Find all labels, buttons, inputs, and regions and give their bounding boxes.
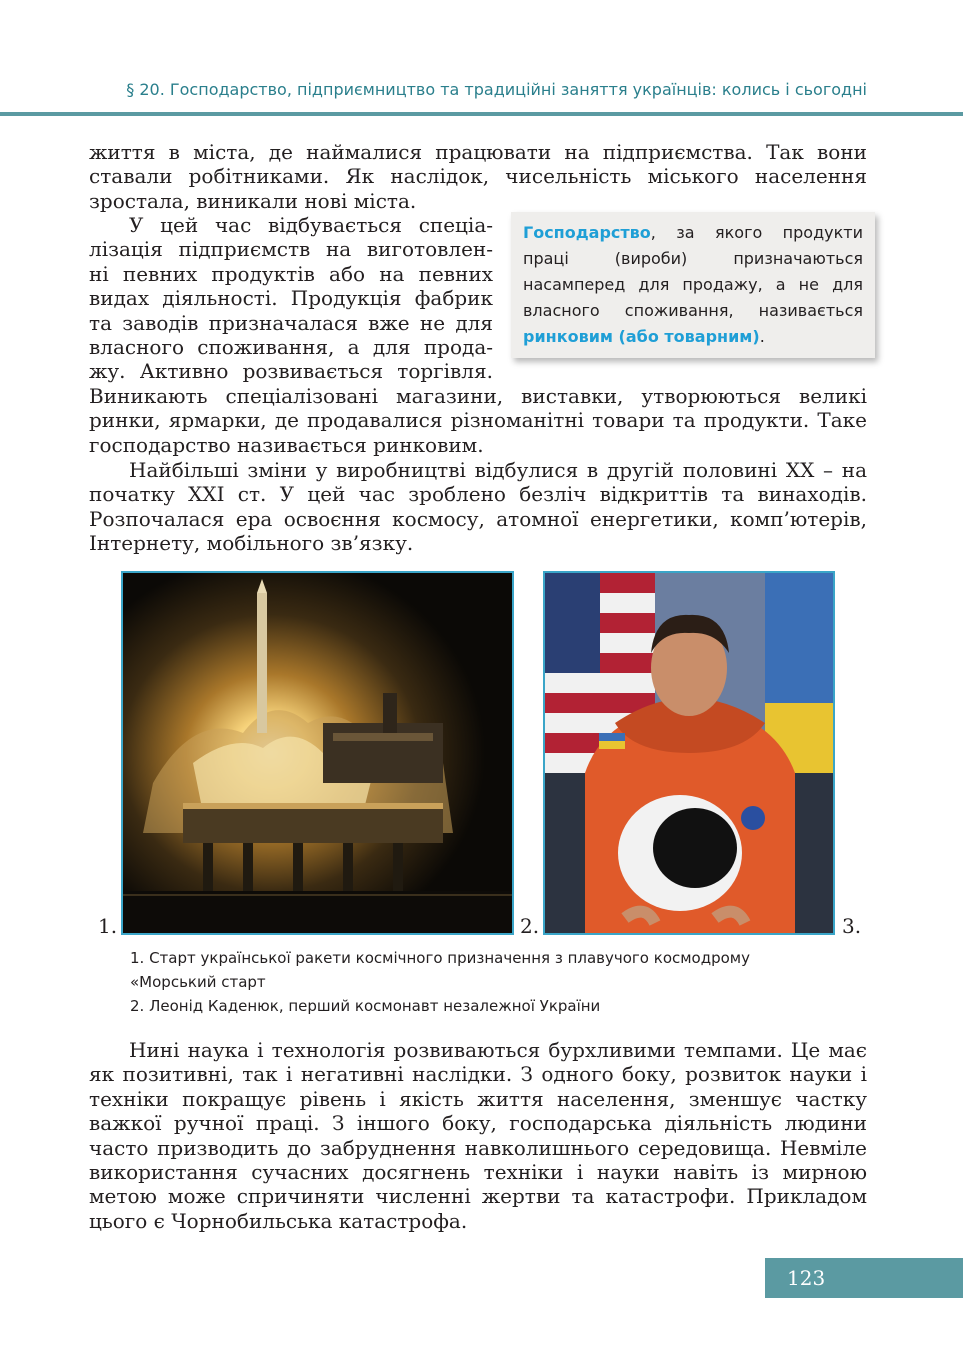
astronaut-image — [545, 573, 833, 933]
figure-number-1: 1. — [98, 914, 118, 938]
paragraph-2-rest — [89, 384, 867, 457]
paragraph-3 — [89, 458, 867, 556]
caption-line: «Морський старт — [130, 973, 266, 991]
paragraph-2-rest-text: Виникають спеціалізовані магазини, виставки, утворюються великі ринки, ярмарки, де продавалися різноманітні товари та продукти. Таке господарство називається ринковим. — [89, 384, 867, 457]
p2-line: власного споживання, а для прода- — [89, 335, 493, 360]
caption-line: 1. Старт української ракети космічного призначення з плавучого космодрому — [130, 949, 750, 967]
p2-line: жу. Активно розвивається торгівля. — [89, 359, 493, 384]
p2-line: та заводів призначалася вже не для — [89, 310, 493, 335]
rocket-launch-image — [123, 573, 512, 933]
paragraph-3-text: Найбільші зміни у виробництві відбулися в другій половині XX – на початку XXI ст. У цей час зроблено безліч відкриттів та винаходів. Розпочалася ера освоєння космосу, атомної енергетики, комп’ютерів, Інтернету, мобільного зв’язку. — [89, 458, 867, 556]
p2-line: лізація підприємств на виготовлен- — [89, 237, 493, 262]
caption-line: 2. Леонід Каденюк, перший космонавт незалежної України — [130, 997, 601, 1015]
rocket-launch-photo — [121, 571, 514, 935]
p2-line: У цей час відбувається спеціа- — [129, 213, 493, 237]
figure-number-3: 3. — [842, 914, 862, 938]
figure-captions — [130, 946, 850, 1018]
astronaut-portrait-photo — [543, 571, 835, 935]
definition-end: . — [759, 327, 765, 346]
running-head: § 20. Господарство, підприємництво та традиційні заняття українців: колись і сьогодні — [126, 80, 867, 99]
paragraph-2-wrapped — [89, 213, 493, 384]
paragraph-1-text: життя в міста, де наймалися працювати на підприємства. Так вони ставали робітниками. Як наслідок, чисельність міського населення зростала, виникали нові міста. — [89, 140, 867, 213]
p2-line: ні певних продуктів або на певних — [89, 261, 493, 286]
definition-box — [511, 212, 875, 358]
paragraph-4-text: Нині наука і технологія розвиваються бурхливими темпами. Це має як позитивні, так і негативні наслідки. З одного боку, розвиток науки і техніки покращує рівень і якість життя населення, зменшує частку важкої ручної праці. З іншого боку, господарська діяльність людини часто призводить до забруднення навколишнього середовища. Невміле використання сучасних досягнень техніки і науки навіть із мирною метою може спричиняти численні жертви та катастрофи. Прикладом цього є Чорнобильська катастрофа. — [89, 1038, 867, 1233]
paragraph-4 — [89, 1038, 867, 1233]
definition-term-2: ринковим (або товарним) — [523, 327, 760, 346]
paragraph-1 — [89, 140, 867, 213]
p2-line: видах діяльності. Продукція фабрик — [89, 286, 493, 311]
definition-text: , за якого продукти праці (вироби) призначаються насамперед для продажу, а не для власного споживання, називається — [523, 223, 863, 320]
definition-term: Господарство — [523, 223, 651, 242]
header-rule — [0, 112, 963, 116]
figure-number-2: 2. — [520, 914, 540, 938]
page-number: 123 — [765, 1258, 963, 1298]
